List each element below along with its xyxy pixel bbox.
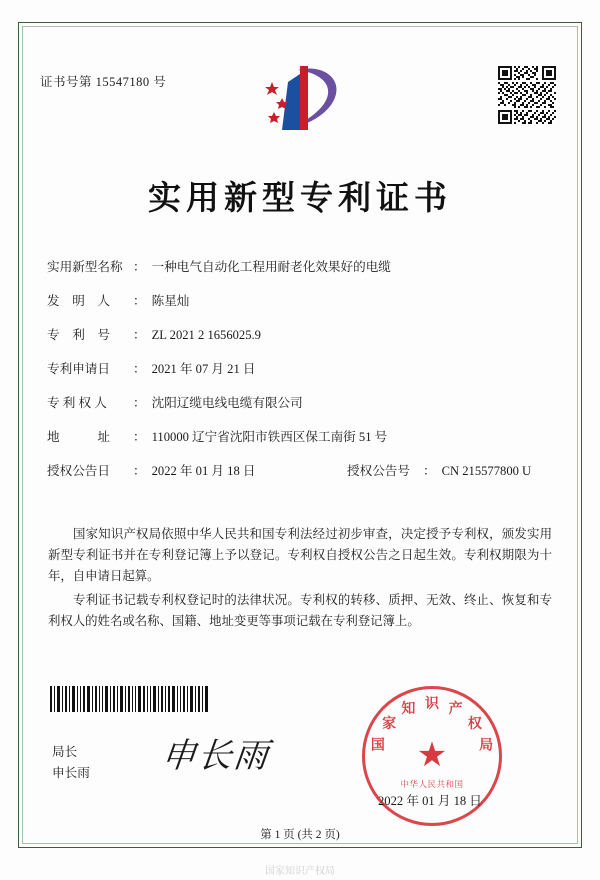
field-value-name: 一种电气自动化工程用耐老化效果好的电缆 (151, 260, 391, 274)
field-row-name (47, 250, 555, 284)
seal-date: 2022 年 01 月 18 日 (378, 794, 482, 808)
field-colon: ： (133, 362, 146, 376)
field-value-address: 110000 辽宁省沈阳市铁西区保工南街 51 号 (151, 430, 388, 444)
seal-char: 国 (370, 738, 385, 754)
barcode (50, 686, 210, 712)
field-value-grant-number: CN 215577800 U (441, 464, 532, 478)
field-colon: ： (133, 396, 146, 410)
field-row-inventor (47, 284, 555, 318)
field-row-patent-number (47, 318, 555, 352)
cnipa-logo-icon (258, 62, 344, 136)
seal-char: 权 (467, 717, 482, 733)
field-colon: ： (133, 464, 146, 478)
field-value-grant-date: 2022 年 01 月 18 日 (151, 464, 256, 478)
legal-paragraph-1: 国家知识产权局依照中华人民共和国专利法经过初步审查，决定授予专利权，颁发实用新型专利证书并在专利登记簿上予以登记。专利权自授权公告之日起生效。专利权期限为十年，自申请日起算。 (48, 527, 552, 583)
director-name: 申长雨 (52, 766, 90, 780)
field-row-grant (47, 454, 555, 488)
field-value-patent-number: ZL 2021 2 1656025.9 (151, 328, 261, 342)
seal-char: 家 (382, 717, 397, 733)
field-label-grant-number: 授权公告号 (347, 464, 410, 478)
field-value-application-date: 2021 年 07 月 21 日 (151, 362, 256, 376)
qr-code (498, 66, 556, 124)
field-label-address: 地 址 (47, 430, 110, 444)
field-colon: ： (133, 328, 146, 342)
page-number: 第 1 页 (共 2 页) (260, 829, 340, 841)
field-colon: ： (423, 464, 436, 478)
field-label-patent-number: 专 利 号 (47, 328, 110, 342)
field-label-patentee: 专 利 权 人 (47, 396, 107, 410)
certificate-number: 证书号第 15547180 号 (40, 75, 167, 89)
field-colon: ： (133, 260, 146, 274)
field-value-patentee: 沈阳辽缆电线电缆有限公司 (151, 396, 303, 410)
seal-char: 局 (479, 738, 494, 754)
field-value-inventor: 陈星灿 (151, 294, 190, 308)
director-title: 局长 (52, 745, 78, 759)
field-label-grant-date: 授权公告日 (47, 464, 110, 478)
seal-subtext: 中华人民共和国 (400, 779, 464, 789)
page-title: 实用新型专利证书 (148, 181, 452, 217)
field-label-application-date: 专利申请日 (47, 362, 110, 376)
handwritten-signature: 申长雨 (159, 738, 272, 775)
field-colon: ： (133, 294, 146, 308)
field-label-name: 实用新型名称 (47, 260, 123, 274)
field-list (47, 250, 555, 488)
field-row-application-date (47, 352, 555, 386)
director-labels (52, 742, 90, 784)
legal-paragraph-2: 专利证书记载专利权登记时的法律状况。专利权的转移、质押、无效、终止、恢复和专利权人的姓名或名称、国籍、地址变更等事项记载在专利登记簿上。 (48, 593, 552, 628)
field-row-address (47, 420, 555, 454)
footer-watermark: 国家知识产权局 (265, 866, 335, 877)
seal-star-icon: ★ (416, 737, 448, 774)
field-group-grant-number (347, 454, 531, 488)
seal-char: 知 (401, 702, 416, 718)
field-label-inventor: 发 明 人 (47, 294, 110, 308)
field-row-patentee (47, 386, 555, 420)
field-colon: ： (133, 430, 146, 444)
seal-char: 识 (425, 697, 439, 712)
seal-char: 产 (448, 702, 463, 718)
